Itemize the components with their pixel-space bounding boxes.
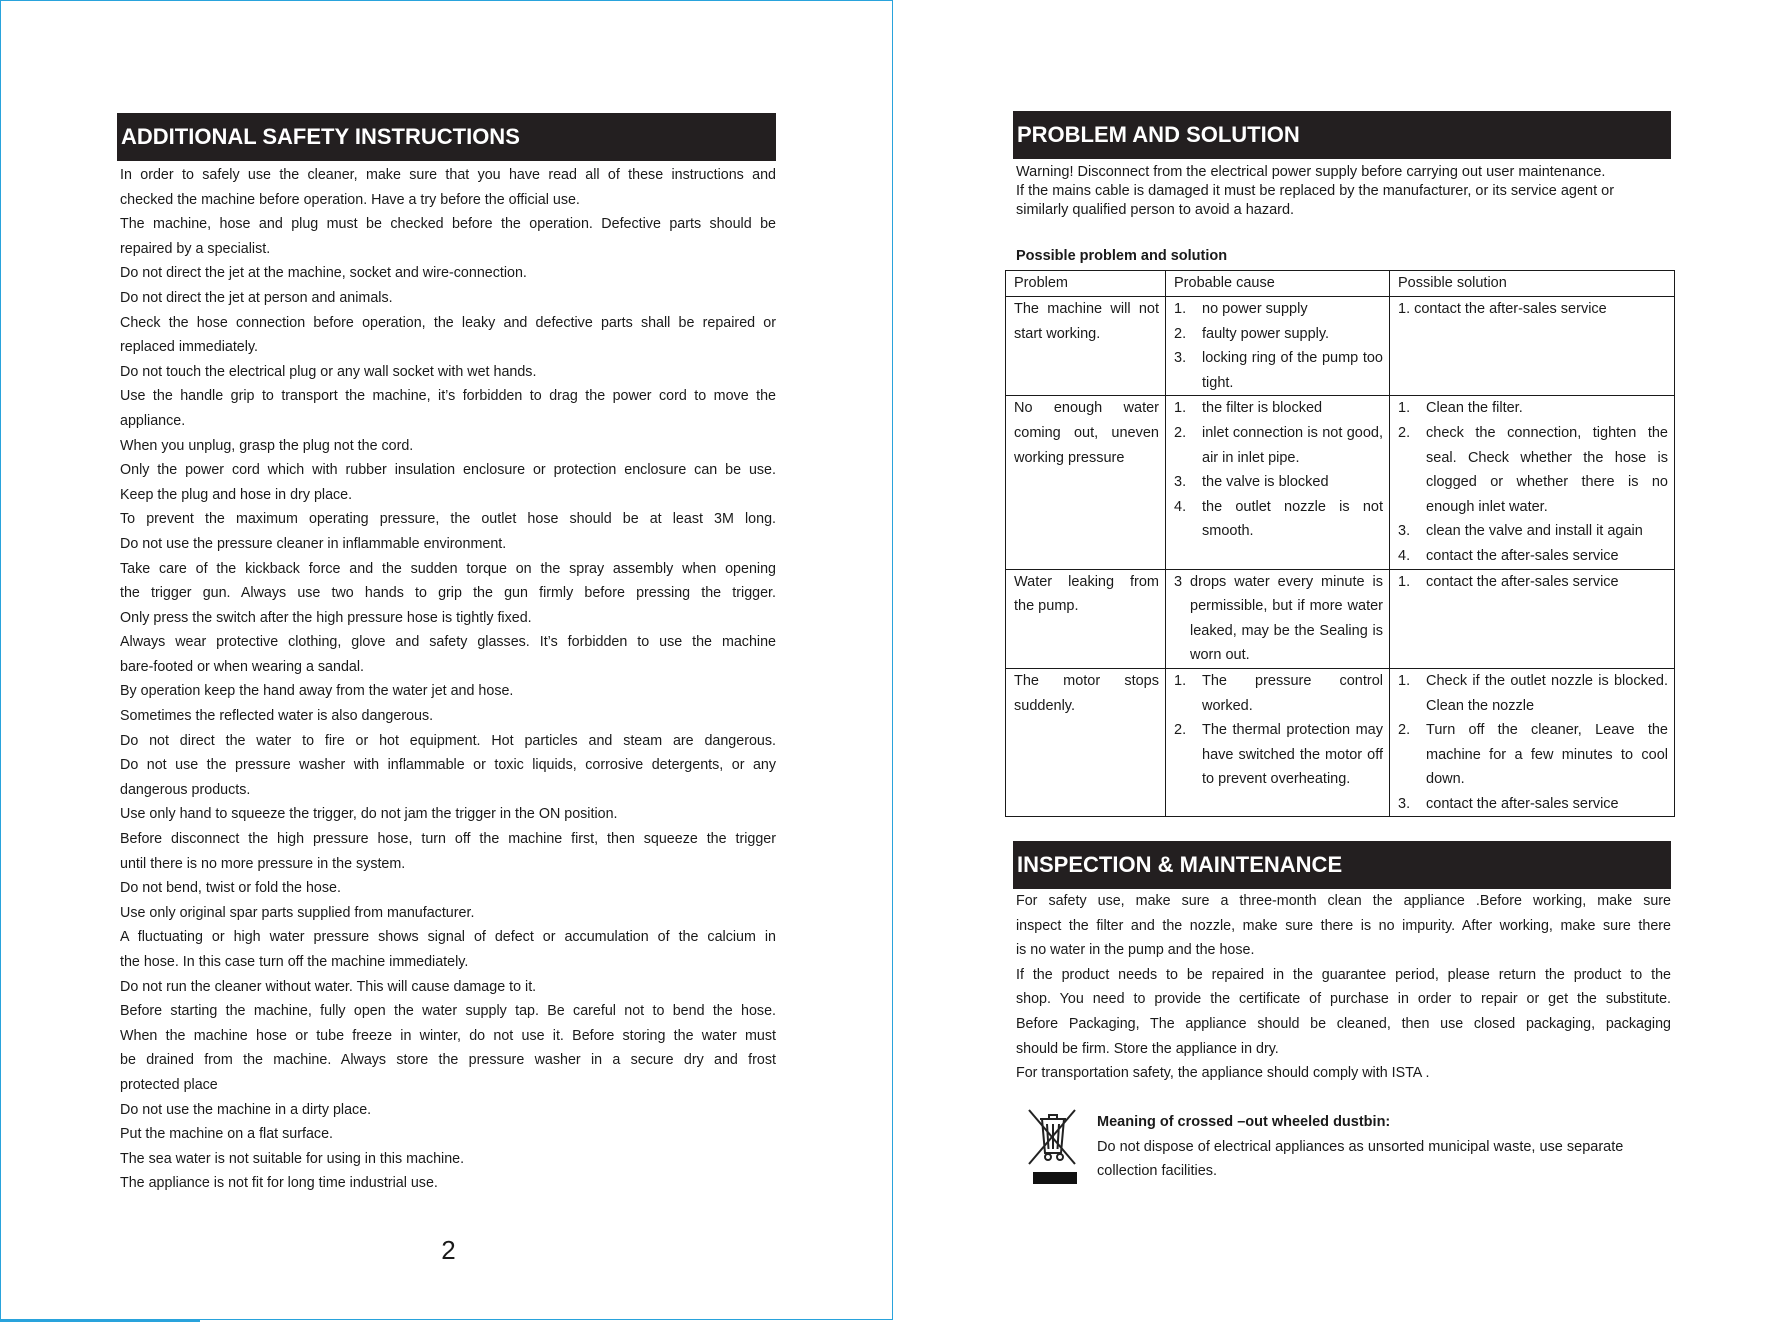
cause-cell [1166,297,1390,396]
text-line: If the mains cable is damaged it must be replaced by the manufacturer, or its service agent or [1016,183,1615,199]
solution-number: 3. [1398,523,1411,540]
text-line: Sometimes the reflected water is also dangerous. [120,708,434,725]
text-line: The machine, hose and plug must be checked before the operation. Defective parts should be [120,216,776,233]
solution-text: Clean the filter. [1426,400,1523,417]
text-line: Do not touch the electrical plug or any wall socket with wet hands. [120,363,537,380]
header-cause: Probable cause [1166,271,1390,297]
solution-item [1398,792,1668,817]
cause-number: 2. [1174,424,1187,441]
text-line: When the machine hose or tube freeze in winter, do not use it. Before storing the water must [120,1027,776,1044]
cause-item [1174,669,1383,718]
text-line: repaired by a specialist. [120,240,271,257]
solution-text: contact the after-sales service [1426,547,1619,564]
cause-number: 1. [1174,301,1187,317]
solution-item [1398,570,1668,595]
cause-item [1174,297,1383,322]
solution-number: 1. [1398,672,1411,689]
solution-item [1398,669,1668,718]
text-line: Do not use the machine in a dirty place. [120,1101,372,1118]
safety-instructions-text [120,163,776,1196]
solution-number: 4. [1398,547,1411,564]
cause-number: 3. [1174,474,1187,491]
solution-text: 1. contact the after-sales service [1398,301,1607,317]
table-row [1006,569,1675,668]
cause-number: 3. [1174,350,1187,367]
text-line: should be firm. Store the appliance in dry. [1016,1040,1279,1057]
text-line: By operation keep the hand away from the water jet and hose. [120,683,514,700]
solution-cell [1390,569,1675,668]
table-row [1006,297,1675,396]
problem-cell: No enough water coming out, uneven working pressure [1006,396,1166,569]
text-line: The sea water is not suitable for using in this machine. [120,1150,465,1167]
cause-text: the filter is blocked [1202,400,1323,417]
text-line: Do not use the pressure washer with inflammable or toxic liquids, corrosive detergents, or any [120,757,776,774]
text-line: Check the hose connection before operation, the leaky and defective parts shall be repaired or [120,314,776,331]
text-line: be drained from the machine. Always store the pressure washer in a secure dry and frost [120,1052,776,1069]
problem-cell: The motor stops suddenly. [1006,668,1166,817]
solution-item [1398,519,1668,544]
text-line: Use only hand to squeeze the trigger, do not jam the trigger in the ON position. [120,806,618,823]
text-line: Do not bend, twist or fold the hose. [120,880,341,897]
cause-cell [1166,668,1390,817]
solution-item [1398,297,1668,322]
text-line: To prevent the maximum operating pressure, the outlet hose should be at least 3M long. [120,511,776,528]
text-line: When you unplug, grasp the plug not the cord. [120,437,414,454]
cause-number: 1. [1174,400,1187,417]
cause-text: faulty power supply. [1202,325,1330,342]
text-line: Use the handle grip to transport the machine, it’s forbidden to drag the power cord to move the [120,388,776,405]
text-line: bare-footed or when wearing a sandal. [120,658,364,675]
text-line: A fluctuating or high water pressure shows signal of defect or accumulation of the calcium in [120,929,776,946]
text-line: Do not direct the water to fire or hot equipment. Hot particles and steam are dangerous. [120,732,776,749]
problem-solution-table [1005,270,1675,817]
maintenance-section-title: INSPECTION & MAINTENANCE [1013,841,1671,889]
text-line: The appliance is not fit for long time industrial use. [120,1175,438,1192]
text-line: Before starting the machine, fully open the water supply tap. Be careful not to bend the hose. [120,1003,776,1020]
cause-cell [1166,396,1390,569]
page-number: 2 [441,1235,456,1265]
warning-text [1016,163,1676,220]
solution-text: contact the after-sales service [1426,795,1619,812]
solution-number: 1. [1398,400,1411,417]
text-line: Use only original spar parts supplied from manufacturer. [120,904,475,921]
header-problem: Problem [1006,271,1166,297]
text-line: Take care of the kickback force and the sudden torque on the spray assembly when opening [120,560,776,577]
bin-notice-line: collection facilities. [1097,1163,1218,1180]
solution-number: 1. [1398,573,1411,590]
bin-notice [1097,1110,1667,1184]
text-line: the hose. In this case turn off the machine immediately. [120,954,469,970]
solution-number: 2. [1398,424,1411,441]
text-line: replaced immediately. [120,339,258,356]
solution-text: Check if the outlet nozzle is blocked. Clean the nozzle [1426,672,1668,714]
problem-section-title: PROBLEM AND SOLUTION [1013,111,1671,159]
solution-cell [1390,668,1675,817]
left-page [0,0,893,1320]
cause-item [1174,346,1383,395]
safety-section-title: ADDITIONAL SAFETY INSTRUCTIONS [117,113,776,161]
text-line: Only press the switch after the high pressure hose is tightly fixed. [120,609,532,626]
text-line: Only the power cord which with rubber insulation enclosure or protection enclosure can be use. [120,462,776,479]
text-line: shop. You need to provide the certificate of purchase in order to repair or get the substitute. [1016,991,1671,1008]
cause-text: the outlet nozzle is not smooth. [1202,498,1383,540]
header-solution: Possible solution [1390,271,1675,297]
page-edge-line [0,1320,200,1322]
text-line: Do not use the pressure cleaner in inflammable environment. [120,535,507,552]
cause-text: no power supply [1202,301,1308,317]
text-line: Do not direct the jet at person and animals. [120,289,393,306]
table-row [1006,396,1675,569]
text-line: Warning! Disconnect from the electrical power supply before carrying out user maintenance. [1016,164,1606,180]
cause-item [1174,718,1383,792]
text-line: similarly qualified person to avoid a hazard. [1016,202,1295,218]
crossed-out-wheeled-bin-icon [1025,1106,1081,1191]
cause-number: 4. [1174,498,1187,515]
text-line: Always wear protective clothing, glove and safety glasses. It’s forbidden to use the machine [120,634,776,651]
solution-number: 3. [1398,795,1411,812]
cause-number: 2. [1174,325,1187,342]
solution-text: Turn off the cleaner, Leave the machine for a few minutes to cool down. [1426,722,1668,788]
cause-item [1174,396,1383,421]
text-line: Do not run the cleaner without water. This will cause damage to it. [120,978,537,995]
solution-cell [1390,297,1675,396]
cause-text: 3 drops water every minute is permissible, but if more water leaked, may be the Sealing is worn out. [1174,573,1383,664]
table-row [1006,668,1675,817]
text-line: Before disconnect the high pressure hose, turn off the machine first, then squeeze the trigger [120,831,776,848]
text-line: For transportation safety, the appliance should comply with ISTA . [1016,1065,1430,1082]
cause-text: The pressure control worked. [1202,672,1383,714]
text-line: inspect the filter and the nozzle, make sure there is no impurity. After working, make sure there [1016,917,1671,934]
text-line: protected place [120,1076,218,1093]
problem-cell: The machine will not start working. [1006,297,1166,396]
solution-text: check the connection, tighten the seal. Check whether the hose is clogged or whether there is no enough inlet water. [1426,424,1668,515]
text-line: Keep the plug and hose in dry place. [120,486,353,503]
cause-text: the valve is blocked [1202,474,1329,491]
bin-notice-title: Meaning of crossed –out wheeled dustbin: [1097,1114,1391,1130]
solution-item [1398,718,1668,792]
text-line: until there is no more pressure in the system. [120,855,406,872]
text-line: appliance. [120,412,186,429]
cause-item [1174,470,1383,495]
solution-item [1398,396,1668,421]
solution-cell [1390,396,1675,569]
maintenance-text [1016,889,1671,1086]
right-page [895,0,1790,1324]
solution-text: clean the valve and install it again [1426,523,1643,540]
text-line: checked the machine before operation. Have a try before the official use. [120,191,580,208]
solution-number: 2. [1398,722,1411,739]
cause-text: The thermal protection may have switched the motor off to prevent overheating. [1202,722,1383,788]
text-line: Put the machine on a flat surface. [120,1126,333,1143]
cause-number: 1. [1174,672,1187,689]
solution-text: contact the after-sales service [1426,573,1619,590]
cause-item [1174,421,1383,470]
solution-item [1398,421,1668,519]
text-line: Do not direct the jet at the machine, socket and wire-connection. [120,265,527,282]
cause-text: inlet connection is not good, air in inlet pipe. [1202,424,1383,466]
cause-number: 2. [1174,722,1187,739]
cause-item [1174,495,1383,544]
text-line: In order to safely use the cleaner, make sure that you have read all of these instructions and [120,167,776,183]
solution-item [1398,544,1668,569]
text-line: is no water in the pump and the hose. [1016,942,1255,959]
problem-cell: Water leaking from the pump. [1006,569,1166,668]
text-line: dangerous products. [120,781,251,798]
bin-notice-line: Do not dispose of electrical appliances as unsorted municipal waste, use separate [1097,1138,1624,1155]
text-line: For safety use, make sure a three-month clean the appliance .Before working, make sure [1016,893,1671,909]
text-line: the trigger gun. Always use two hands to grip the gun firmly before pressing the trigger. [120,585,776,602]
cause-item [1174,322,1383,347]
table-header-row [1006,271,1675,297]
text-line: Before Packaging, The appliance should be cleaned, then use closed packaging, packaging [1016,1015,1671,1032]
table-title: Possible problem and solution [1016,248,1228,264]
text-line: If the product needs to be repaired in the guarantee period, please return the product to the [1016,966,1671,983]
cause-cell [1166,569,1390,668]
cause-text: locking ring of the pump too tight. [1202,350,1383,391]
